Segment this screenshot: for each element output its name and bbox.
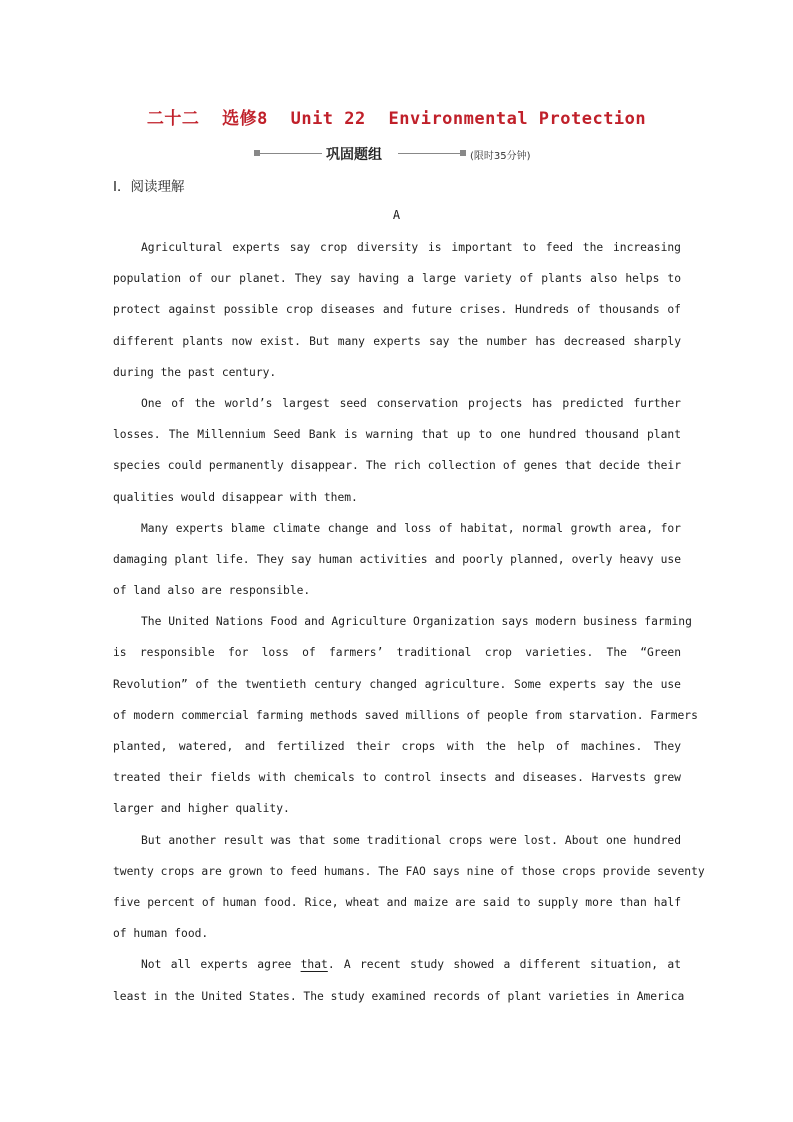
group-label: 巩固题组	[326, 147, 382, 163]
divider-line-left	[260, 153, 322, 154]
paragraph-1	[113, 232, 681, 388]
title-topic: Environmental Protection	[388, 109, 647, 129]
text-segment: . A recent study showed a different situation, at	[327, 958, 681, 972]
divider-dot-right	[460, 150, 466, 156]
text-line: of human food.	[113, 927, 209, 941]
passage-label: A	[392, 208, 401, 222]
text-line: Many experts blame climate change and loss of habitat, normal growth area, for	[141, 521, 681, 535]
text-line: Agricultural experts say crop diversity is important to feed the increasing	[141, 241, 681, 254]
text-line: least in the United States. The study examined records of plant varieties in America	[113, 989, 685, 1003]
text-line: population of our planet. They say having a large variety of plants also helps to	[113, 272, 681, 286]
title-number: 二十二	[146, 109, 200, 129]
text-line: five percent of human food. Rice, wheat and maize are said to supply more than half	[113, 895, 681, 909]
text-line: treated their fields with chemicals to control insects and diseases. Harvests grew	[113, 771, 681, 785]
text-line: But another result was that some traditional crops were lost. About one hundred	[141, 833, 681, 847]
text-line: of land also are responsible.	[113, 584, 311, 598]
text-line: species could permanently disappear. The rich collection of genes that decide their	[113, 459, 681, 473]
paragraph-2	[113, 388, 681, 513]
paragraph-5	[113, 825, 705, 950]
text-segment: Not all experts agree	[141, 958, 301, 972]
paragraph-4	[113, 606, 698, 824]
text-line: protect against possible crop diseases and future crises. Hundreds of thousands of	[113, 303, 681, 317]
text-line: larger and higher quality.	[113, 802, 290, 816]
text-line: Revolution” of the twentieth century changed agriculture. Some experts say the use	[113, 677, 681, 691]
title-module: 选修8	[222, 109, 268, 129]
passage-body	[113, 232, 705, 1012]
underlined-word: that	[300, 958, 328, 972]
text-line: is responsible for loss of farmers’ traditional crop varieties. The “Green	[113, 646, 681, 660]
section-heading: Ⅰ．阅读理解	[113, 179, 185, 195]
text-line: losses. The Millennium Seed Bank is warning that up to one hundred thousand plant	[113, 428, 681, 442]
title-unit: Unit 22	[290, 109, 366, 129]
time-limit-note: (限时35分钟)	[470, 151, 531, 162]
text-line: twenty crops are grown to feed humans. The FAO says nine of those crops provide seventy	[113, 864, 705, 878]
paragraph-3	[113, 513, 681, 607]
text-line: qualities would disappear with them.	[113, 490, 358, 504]
text-line: The United Nations Food and Agriculture Organization says modern business farming	[141, 615, 692, 629]
text-line: damaging plant life. They say human activities and poorly planned, overly heavy use	[113, 552, 681, 566]
exercise-group-header	[250, 144, 550, 164]
paragraph-6	[113, 949, 685, 1011]
text-line: planted, watered, and fertilized their crops with the help of machines. They	[113, 740, 681, 753]
page-title	[0, 104, 793, 129]
divider-line-right	[398, 153, 460, 154]
text-line: One of the world’s largest seed conservation projects has predicted further	[141, 396, 681, 410]
text-line	[113, 949, 681, 980]
text-line: of modern commercial farming methods saved millions of people from starvation. Farmers	[113, 708, 698, 722]
text-line: during the past century.	[113, 365, 277, 379]
text-line: different plants now exist. But many experts say the number has decreased sharply	[113, 334, 681, 348]
